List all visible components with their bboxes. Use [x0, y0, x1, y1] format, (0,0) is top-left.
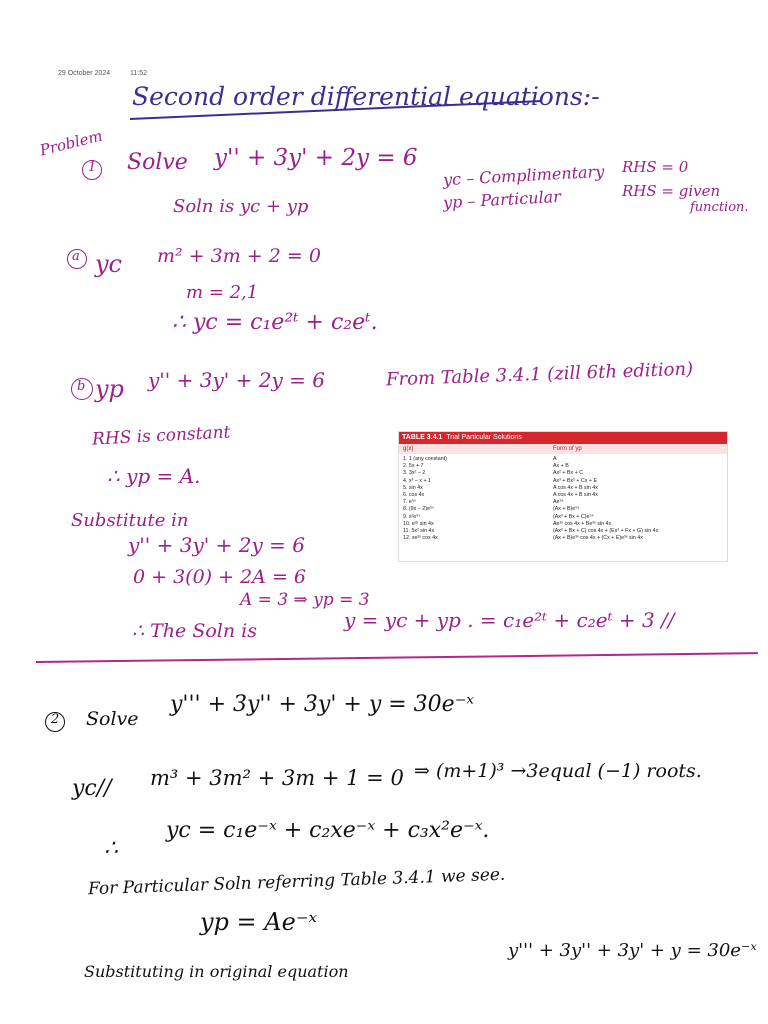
substitute-note: Substituting in original equation: [84, 962, 349, 981]
characteristic-equation: m² + 3m + 2 = 0: [157, 245, 321, 267]
note-time: 11:52: [130, 70, 147, 77]
part-a-yc: yc: [95, 250, 122, 278]
table-row: 1. 1 (any constant) A: [403, 456, 557, 462]
table-row: 12. xe³ˣ cos 4x (Ax + B)e³ˣ cos 4x + (Cx + E)e³ˣ sin 4x: [403, 535, 643, 542]
rhs-function-word: function.: [690, 200, 749, 215]
roots: m = 2,1: [186, 282, 259, 303]
yp-equals-a: ∴ yp = A.: [107, 464, 201, 488]
part-a-label: a: [72, 249, 80, 264]
trial-solutions-table: [398, 431, 728, 562]
table-title: TABLE 3.4.1 Trial Particular Solutions: [399, 432, 727, 444]
part-b-label: b: [77, 379, 86, 394]
table-col-gx: g(x): [403, 446, 414, 452]
problem-2-number: 2: [51, 712, 60, 727]
particular-note: For Particular Soln referring Table 3.4.1 we see.: [87, 864, 506, 900]
problem-1-number: 1: [88, 160, 97, 175]
table-row: 2. 5x + 7 Ax + B: [403, 463, 569, 470]
a-value: A = 3 ⇒ yp = 3: [240, 590, 370, 610]
problem-2-factor: ⇒ (m+1)³ →3equal (−1) roots.: [414, 760, 702, 782]
problem-2-yc-label: yc//: [72, 776, 112, 801]
substitute-equation: y'' + 3y' + 2y = 6: [128, 533, 305, 557]
problem-2-characteristic: m³ + 3m² + 3m + 1 = 0: [150, 766, 404, 790]
table-row: 7. e⁵ˣ Ae⁵ˣ: [403, 499, 564, 506]
problem-2-therefore: ∴: [104, 836, 118, 861]
problem-2-equation: y''' + 3y'' + 3y' + y = 30e⁻ˣ: [170, 692, 475, 717]
table-row: 5. sin 4x A cos 4x + B sin 4x: [403, 484, 598, 491]
rhs-zero: RHS = 0: [622, 158, 689, 176]
substitute-values: 0 + 3(0) + 2A = 6: [133, 566, 306, 588]
page-title: Second order differential equations:-: [132, 82, 600, 111]
table-row: 10. e³ˣ sin 4x Ae³ˣ cos 4x + Be³ˣ sin 4x: [403, 520, 612, 527]
substitute-equation-2: y''' + 3y'' + 3y' + y = 30e⁻ˣ: [508, 940, 757, 961]
table-row: 4. x³ − x + 1 Ax³ + Bx² + Cx + E: [403, 477, 598, 484]
final-solution: y = yc + yp . = c₁e²ᵗ + c₂eᵗ + 3 //: [344, 608, 675, 632]
problem-1-solve: Solve: [127, 150, 188, 175]
note-date: 29 October 2024: [58, 70, 111, 77]
part-b-yp: yp: [95, 375, 124, 403]
rhs-constant: RHS is constant: [91, 422, 231, 450]
yp-definition: yp – Particular: [442, 186, 562, 213]
soln-line: Soln is yc + yp: [173, 196, 309, 217]
table-row: 11. 5x² sin 4x (Ax² + Bx + C) cos 4x + (Ex² + Fx + G) sin 4x: [403, 528, 659, 535]
part-b-equation: y'' + 3y' + 2y = 6: [148, 368, 325, 392]
problem-2-yp-guess: yp = Ae⁻ˣ: [200, 908, 318, 936]
problem-2-yc-result: yc = c₁e⁻ˣ + c₂xe⁻ˣ + c₃x²e⁻ˣ.: [166, 818, 490, 843]
table-row: 8. (9x − 2)e⁵ˣ (Ax + B)e⁵ˣ: [403, 506, 580, 513]
section-divider: [36, 652, 758, 663]
substitute-label: Substitute in: [71, 510, 189, 531]
problem-2-solve: Solve: [86, 708, 139, 730]
problem-1-equation: y'' + 3y' + 2y = 6: [214, 145, 418, 171]
problem-label: Problem: [38, 126, 105, 160]
rhs-given: RHS = given: [622, 182, 721, 200]
yc-definition: yc – Complimentary: [442, 161, 605, 190]
final-solution-prefix: ∴ The Soln is: [132, 620, 257, 642]
table-row: 9. x²e⁵ˣ (Ax² + Bx + C)e⁵ˣ: [403, 513, 594, 520]
table-col-form: Form of yp: [553, 446, 582, 452]
table-header: [399, 444, 727, 454]
table-row: 6. cos 4x A cos 4x + B sin 4x: [403, 492, 598, 499]
yc-result: ∴ yc = c₁e²ᵗ + c₂eᵗ.: [172, 310, 378, 335]
table-row: 3. 3x² − 2 Ax² + Bx + C: [403, 470, 584, 477]
from-table-note: From Table 3.4.1 (zill 6th edition): [385, 358, 694, 391]
